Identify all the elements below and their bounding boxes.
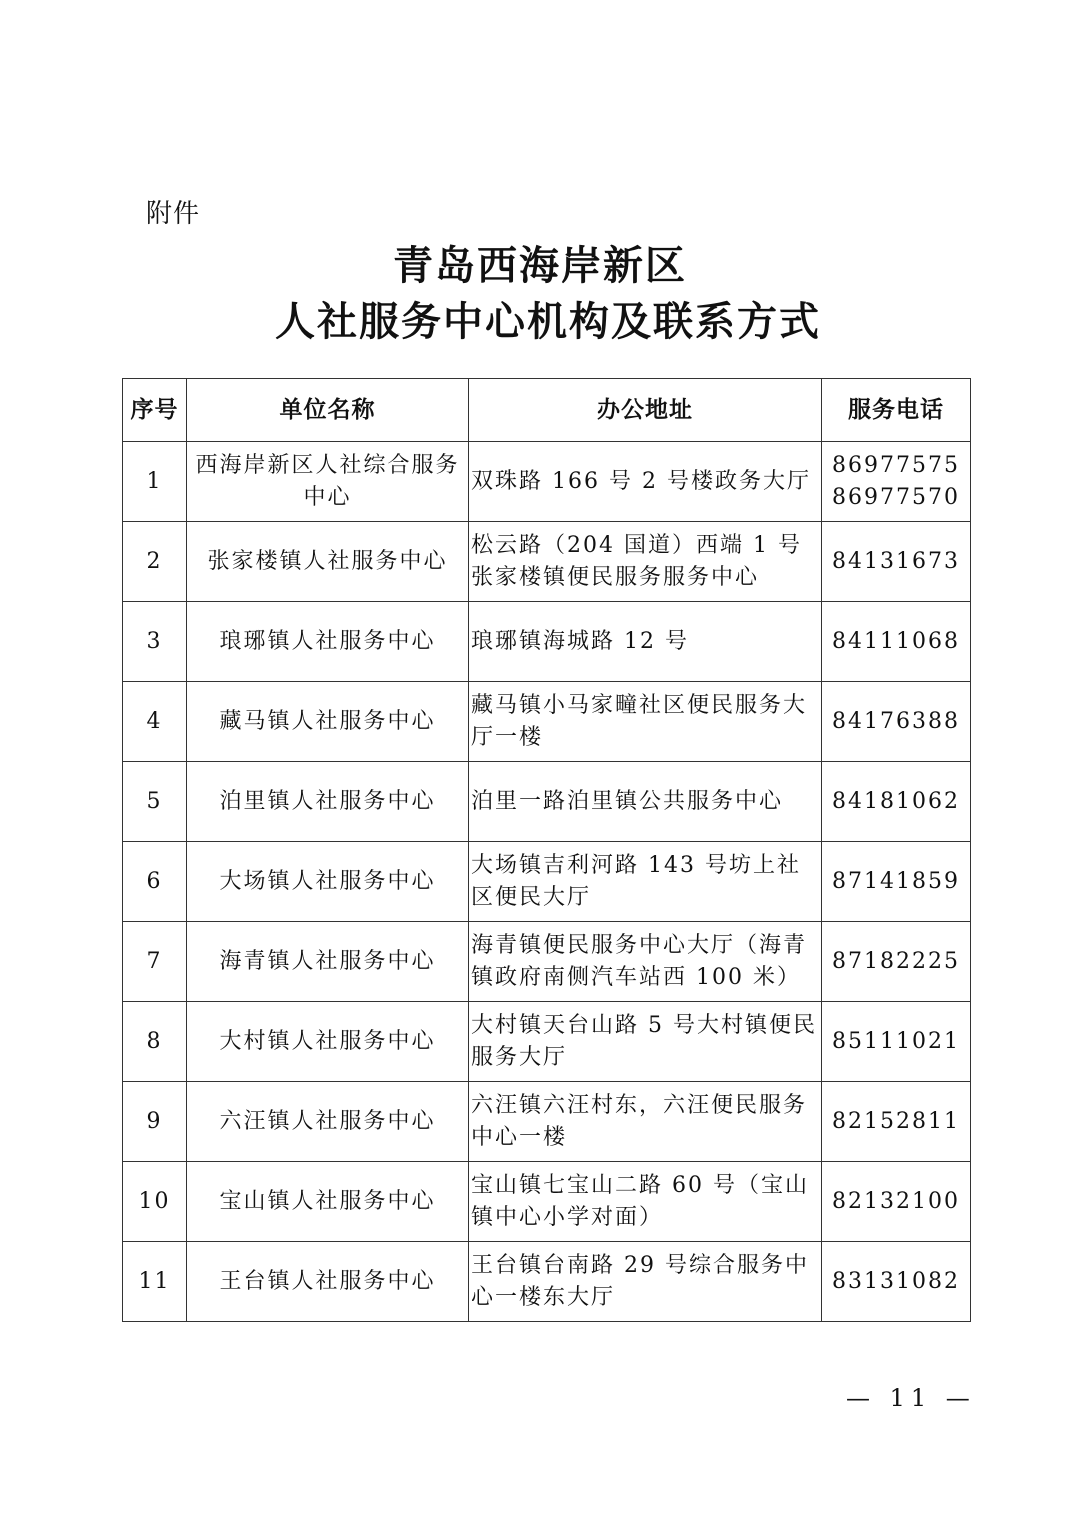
phone-number: 83131082	[832, 1268, 960, 1294]
cell-address: 大场镇吉利河路 143 号坊上社区便民大厅	[469, 842, 822, 922]
document-title-line-2: 人社服务中心机构及联系方式	[275, 299, 821, 345]
cell-address: 藏马镇小马家疃社区便民服务大厅一楼	[469, 682, 822, 762]
table-row	[123, 1162, 971, 1242]
table-row	[123, 602, 971, 682]
cell-phone	[822, 1162, 971, 1242]
cell-address: 宝山镇七宝山二路 60 号（宝山镇中心小学对面）	[469, 1162, 822, 1242]
cell-address: 大村镇天台山路 5 号大村镇便民服务大厅	[469, 1002, 822, 1082]
phone-number: 84176388	[832, 708, 960, 734]
page-number: — 11 —	[846, 1384, 976, 1412]
cell-no: 9	[123, 1082, 187, 1162]
header-no: 序号	[123, 379, 187, 442]
cell-no: 11	[123, 1242, 187, 1322]
phone-number: 86977575	[832, 452, 960, 478]
attachment-label: 附件	[146, 199, 201, 229]
cell-unit-name: 西海岸新区人社综合服务中心	[187, 442, 469, 522]
cell-address: 双珠路 166 号 2 号楼政务大厅	[469, 442, 822, 522]
cell-unit-name: 张家楼镇人社服务中心	[187, 522, 469, 602]
table-header-row	[123, 379, 971, 442]
cell-no: 10	[123, 1162, 187, 1242]
cell-no: 3	[123, 602, 187, 682]
phone-number: 84131673	[832, 548, 960, 574]
cell-address: 海青镇便民服务中心大厅（海青镇政府南侧汽车站西 100 米）	[469, 922, 822, 1002]
cell-no: 5	[123, 762, 187, 842]
table-row	[123, 522, 971, 602]
document-title-line-1: 青岛西海岸新区	[393, 243, 687, 289]
phone-number: 84181062	[832, 788, 960, 814]
cell-address: 六汪镇六汪村东，六汪便民服务中心一楼	[469, 1082, 822, 1162]
phone-number: 87141859	[832, 868, 960, 894]
header-phone: 服务电话	[822, 379, 971, 442]
cell-address: 泊里一路泊里镇公共服务中心	[469, 762, 822, 842]
cell-phone	[822, 1002, 971, 1082]
table-row	[123, 842, 971, 922]
cell-no: 7	[123, 922, 187, 1002]
table-row	[123, 682, 971, 762]
cell-phone	[822, 1242, 971, 1322]
table-row	[123, 442, 971, 522]
cell-unit-name: 藏马镇人社服务中心	[187, 682, 469, 762]
cell-unit-name: 泊里镇人社服务中心	[187, 762, 469, 842]
cell-phone	[822, 602, 971, 682]
cell-phone	[822, 1082, 971, 1162]
cell-no: 1	[123, 442, 187, 522]
cell-phone	[822, 682, 971, 762]
header-address: 办公地址	[469, 379, 822, 442]
cell-phone	[822, 762, 971, 842]
table-row	[123, 762, 971, 842]
table-row	[123, 1242, 971, 1322]
table-row	[123, 922, 971, 1002]
cell-no: 2	[123, 522, 187, 602]
cell-unit-name: 大场镇人社服务中心	[187, 842, 469, 922]
service-center-table	[122, 378, 971, 1322]
header-name: 单位名称	[187, 379, 469, 442]
cell-unit-name: 琅琊镇人社服务中心	[187, 602, 469, 682]
cell-no: 4	[123, 682, 187, 762]
cell-unit-name: 王台镇人社服务中心	[187, 1242, 469, 1322]
phone-number: 84111068	[832, 628, 960, 654]
cell-unit-name: 宝山镇人社服务中心	[187, 1162, 469, 1242]
cell-no: 6	[123, 842, 187, 922]
table-row	[123, 1002, 971, 1082]
phone-number: 82152811	[832, 1108, 960, 1134]
cell-address: 王台镇台南路 29 号综合服务中心一楼东大厅	[469, 1242, 822, 1322]
phone-number: 87182225	[832, 948, 960, 974]
table-body	[123, 442, 971, 1322]
phone-number: 82132100	[832, 1188, 960, 1214]
cell-phone	[822, 522, 971, 602]
cell-address: 琅琊镇海城路 12 号	[469, 602, 822, 682]
cell-no: 8	[123, 1002, 187, 1082]
cell-unit-name: 海青镇人社服务中心	[187, 922, 469, 1002]
cell-unit-name: 大村镇人社服务中心	[187, 1002, 469, 1082]
cell-unit-name: 六汪镇人社服务中心	[187, 1082, 469, 1162]
phone-number: 85111021	[832, 1028, 960, 1054]
cell-phone	[822, 922, 971, 1002]
phone-number: 86977570	[832, 484, 960, 510]
cell-phone	[822, 842, 971, 922]
cell-address: 松云路（204 国道）西端 1 号张家楼镇便民服务服务中心	[469, 522, 822, 602]
table-row	[123, 1082, 971, 1162]
cell-phone	[822, 442, 971, 522]
